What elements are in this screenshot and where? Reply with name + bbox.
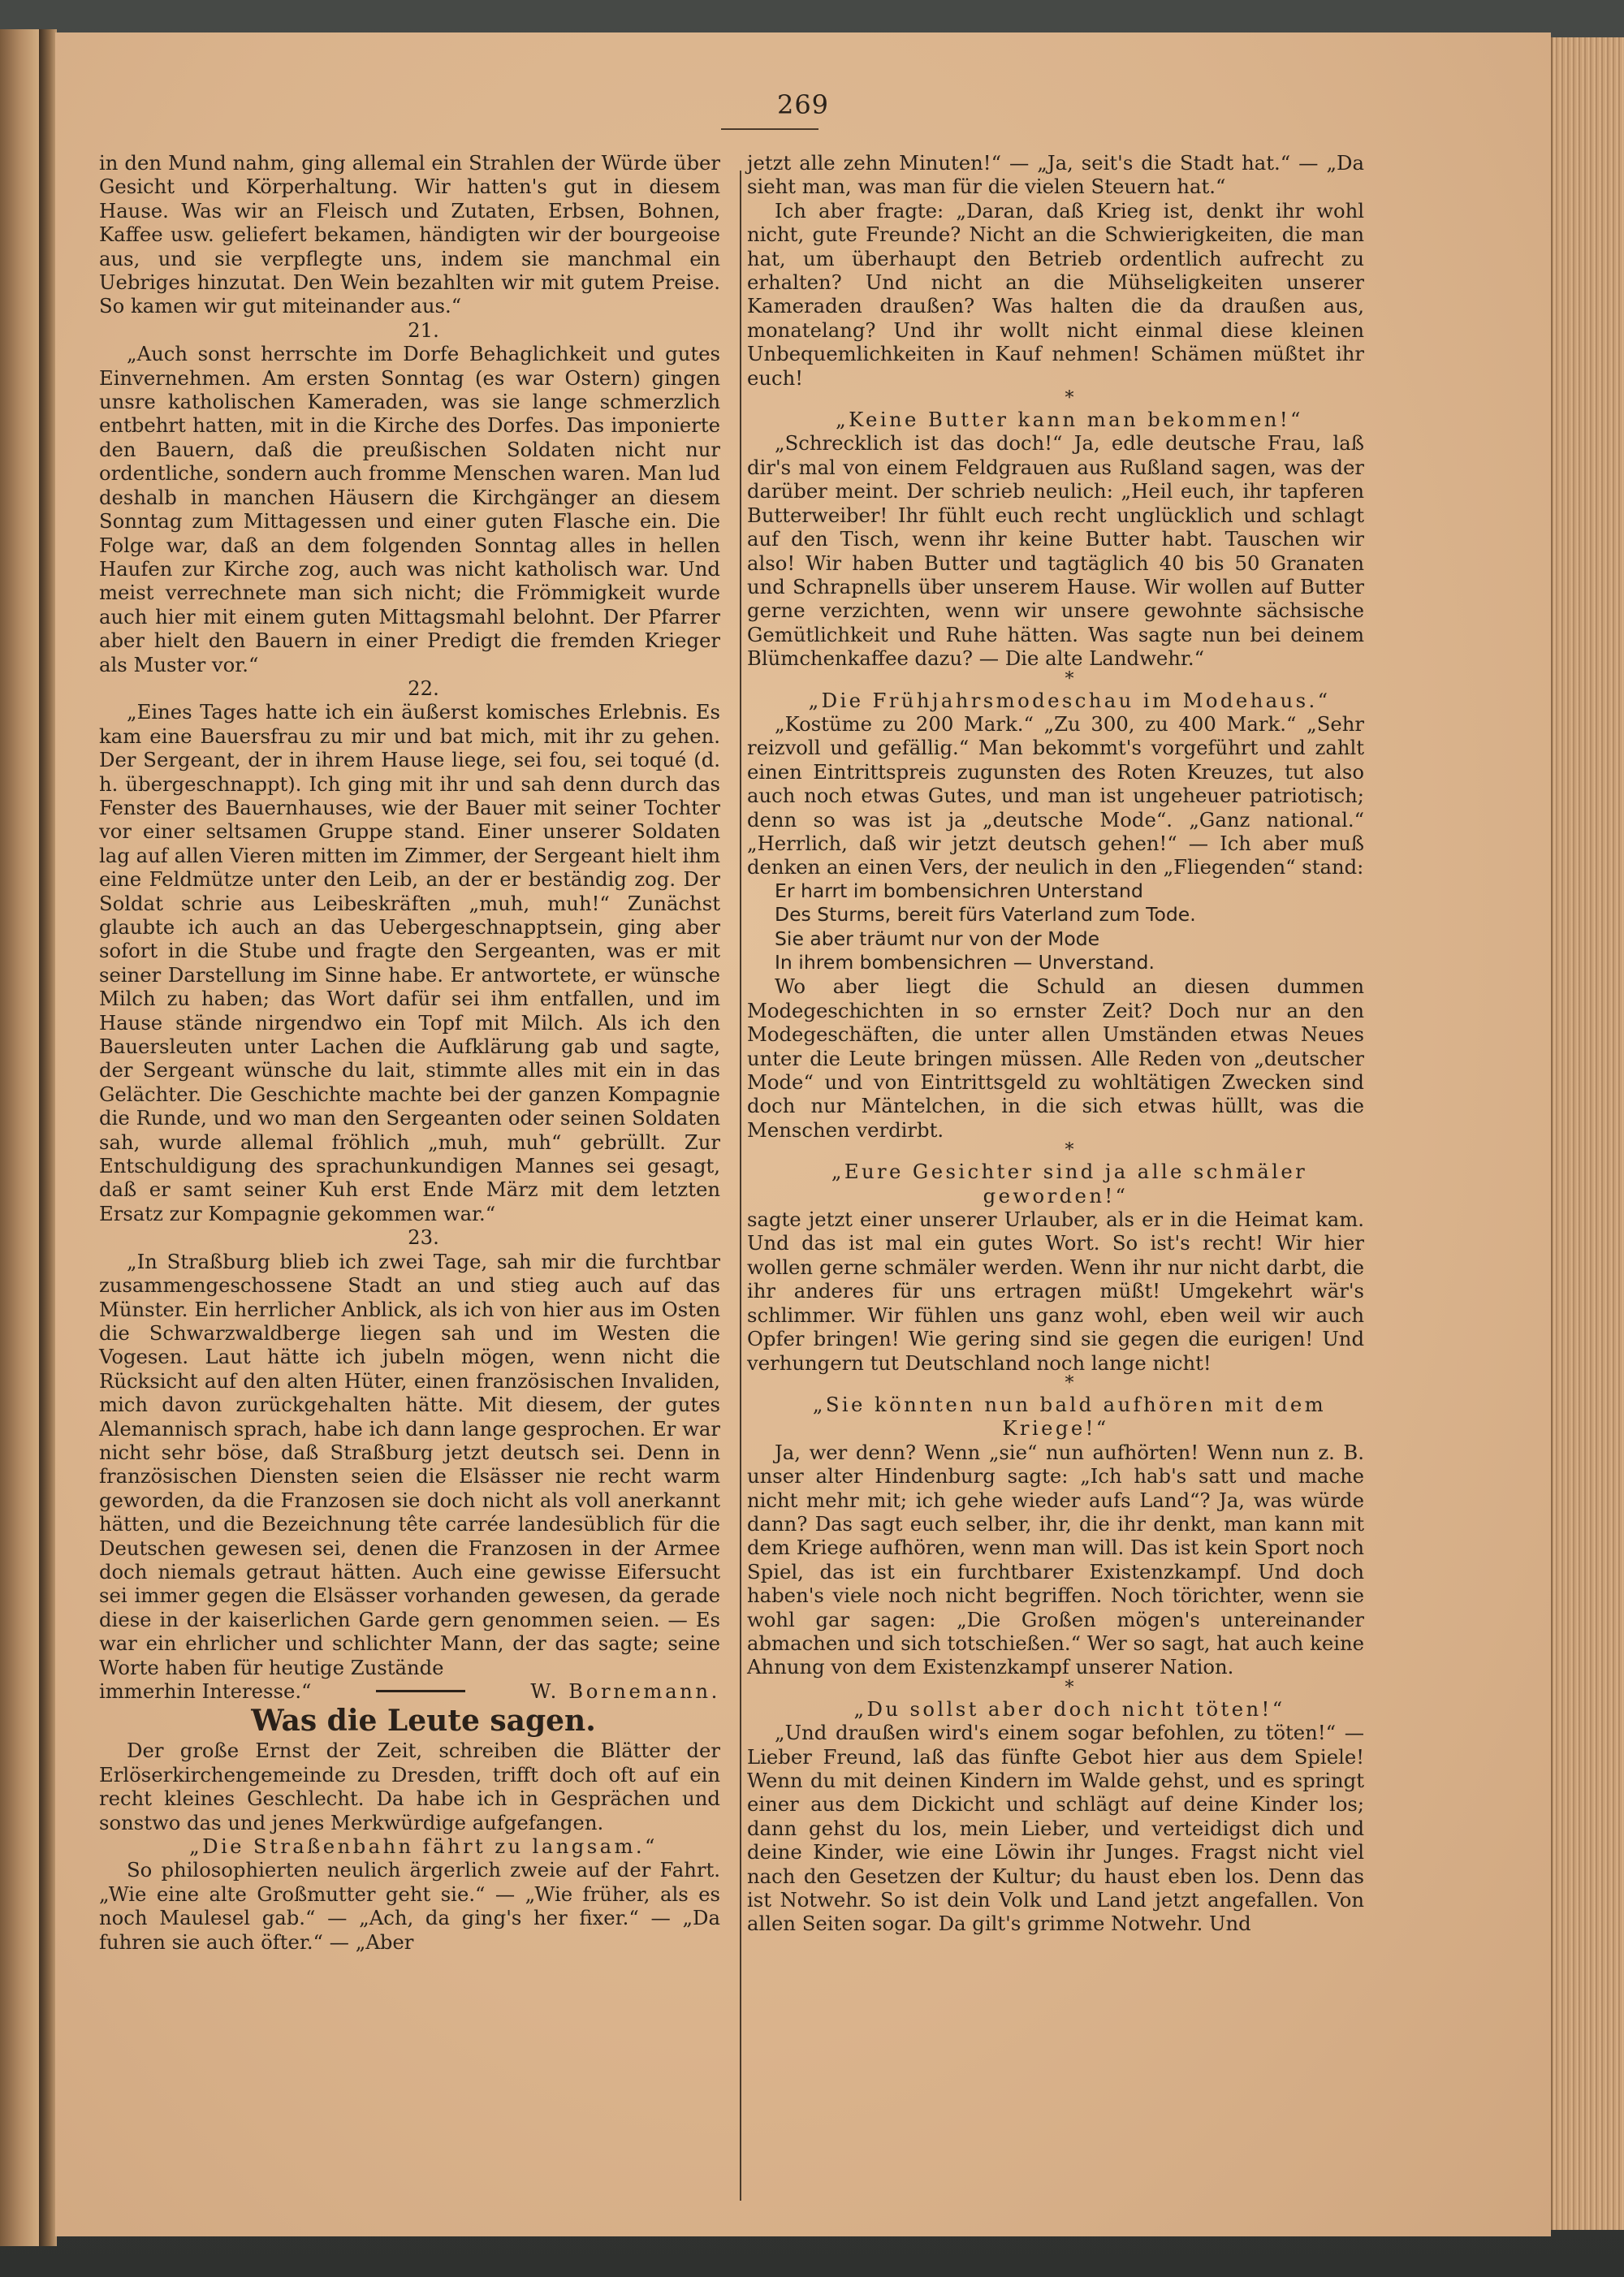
verse-line: Er harrt im bombensichren Unterstand xyxy=(775,879,1143,902)
paragraph: Ich aber fragte: „Daran, daß Krieg ist, denkt ihr wohl nicht, gute Freunde? Nicht an die Schwierigkeiten, die man hat, um überhaupt den Betrieb ordentlich aufrecht zu erhalten? Und nicht an die Mühseligkeiten unserer Kameraden draußen? Was halten die da draußen aus, monatelang? Und ihr wollt nicht einmal diese kleinen Unbequemlichkeiten in Kauf nehmen! Schämen müßtet ihr euch! xyxy=(747,198,1364,390)
separator-star: * xyxy=(1065,1677,1074,1698)
paragraph: „In Straßburg blieb ich zwei Tage, sah mir die furchtbar zusammengeschossene Stadt an und stieg auch auf das Münster. Ein herrlicher Anblick, als ich von hier aus im Osten die Schwarzwaldberge liegen sah und im Westen die Vogesen. Laut hätte ich jubeln mögen, wenn nicht die Rücksicht auf den alten Hüter, einen französischen Invaliden, mich davon zurückgehalten hätte. Mit diesem, der gutes Alemannisch sprach, habe ich dann lange gesprochen. Er war nicht sehr böse, daß Straßburg jetzt deutsch sei. Denn in französischen Diensten seien die Elsässer nie recht warm geworden, da die Franzosen sie doch nicht als voll anerkannt hätten, und die Bezeichnung tête carrée landesüblich für die Deutschen gewesen sei, denen die Franzosen in der Armee doch niemals getraut hätten. Auch eine gewisse Eifersucht sei immer gegen die Elsässer vorhanden gewesen, da gerade diese in der kaiserlichen Garde gern genommen seien. — Es war ein ehrlicher und schlichter Mann, der das sagte; seine Worte haben für heutige Zustände xyxy=(99,1249,720,1679)
separator-star: * xyxy=(1065,668,1074,689)
separator-star: * xyxy=(1065,388,1074,409)
verse-line: In ihrem bombensichren — Unverstand. xyxy=(775,951,1155,974)
quote-heading: „Keine Butter kann man bekommen!“ xyxy=(836,408,1303,432)
paragraph: „Und draußen wird's einem sogar befohlen, zu töten!“ — Lieber Freund, laß das fünfte Gebot hier aus dem Spiele! Wenn du mit deinen Kindern im Walde gehst, und es springt einer aus dem Dickicht und schlägt auf deine Kinder los; dann gehst du los, mein Lieber, und verteidigst dich und deine Kinder, wie eine Löwin ihr Junges. Fragst nicht viel nach den Gesetzen der Kultur; du haust eben los. Denn das ist Notwehr. So ist dein Volk und Land jetzt angefallen. Von allen Seiten sogar. Da gilt's grimme Notwehr. Und xyxy=(747,1721,1364,1936)
quote-heading: „Die Frühjahrsmodeschau im Modehaus.“ xyxy=(808,688,1331,712)
document-page xyxy=(55,32,1551,2236)
quote-heading: „Die Straßenbahn fährt zu langsam.“ xyxy=(189,1834,658,1859)
paragraph: in den Mund nahm, ging allemal ein Strahlen der Würde über Gesicht und Körperhaltung. Wir hatten's gut in diesem Hause. Was wir an Fleisch und Zutaten, Erbsen, Bohnen, Kaffee usw. geliefert bekamen, händigten wir der bourgeoise aus, und sie verpflegte uns, indem sie manchmal ein Uebriges hinzutat. Den Wein bezahlten wir mit gutem Preise. So kamen wir gut miteinander aus.“ xyxy=(99,151,720,318)
paragraph: Der große Ernst der Zeit, schreiben die Blätter der Erlöserkirchengemeinde zu Dresden, trifft doch oft auf ein recht kleines Geschlecht. Da habe ich in Gesprächen und sonstwo das und jenes Merkwürdige aufgefangen. xyxy=(99,1739,720,1834)
quote-heading: „Eure Gesichter sind ja alle schmäler geworden!“ xyxy=(831,1160,1308,1208)
page-number-rule xyxy=(721,128,818,130)
paragraph-end: immerhin Interesse.“ xyxy=(99,1679,312,1703)
quote-heading: „Sie könnten nun bald aufhören mit dem Kriege!“ xyxy=(812,1392,1327,1441)
author-signature: W. Bornemann. xyxy=(530,1679,720,1703)
book-gutter xyxy=(39,29,57,2246)
section-number: 21. xyxy=(408,318,439,342)
previous-page-edge xyxy=(0,29,41,2246)
column-divider xyxy=(740,171,741,2201)
paragraph: jetzt alle zehn Minuten!“ — „Ja, seit's die Stadt hat.“ — „Da sieht man, was man für die vielen Steuern hat.“ xyxy=(747,151,1364,199)
paragraph: „Schrecklich ist das doch!“ Ja, edle deutsche Frau, laß dir's mal von einem Feldgrauen aus Rußland sagen, was der darüber meint. Der schrieb neulich: „Heil euch, ihr tapferen Butterweiber! Ihr fühlt euch recht unglücklich und schlagt auf den Tisch, wenn ihr keine Butter habt. Tauschen wir also! Wir haben Butter und tagtäglich 40 bis 50 Granaten und Schrapnells über unserem Hause. Wir wollen auf Butter gerne verzichten, wenn wir unsere gewohnte sächsische Gemütlichkeit und Ruhe hätten. Was sagte nun bei deinem Blümchenkaffee dazu? — Die alte Landwehr.“ xyxy=(747,431,1364,671)
paragraph: „Kostüme zu 200 Mark.“ „Zu 300, zu 400 Mark.“ „Sehr reizvoll und gefällig.“ Man bekommt's vorgeführt und zahlt einen Eintrittspreis zugunsten des Roten Kreuzes, tut also auch noch etwas Gutes, und man ist ungeheuer patriotisch; denn so was ist ja „deutsche Mode“. „Ganz national.“ „Herrlich, daß wir jetzt deutsch gehen!“ — Ich aber muß denken an einen Vers, der neulich in den „Fliegenden“ stand: xyxy=(747,711,1364,879)
paragraph: sagte jetzt einer unserer Urlauber, als er in die Heimat kam. Und das ist mal ein gutes Wort. So ist's recht! Wir hier wollen gerne schmäler werden. Wenn ihr nur nicht darbt, die ihr anderes für uns ertragen müßt! Umgekehrt wär's schlimmer. Wir fühlen uns ganz wohl, eben weil wir auch Opfer bringen! Wie gering sind sie gegen die eurigen! Und verhungern tut Deutschland noch lange nicht! xyxy=(747,1208,1364,1375)
signature-line xyxy=(99,1679,720,1703)
right-column xyxy=(747,151,1364,1936)
section-number: 22. xyxy=(408,676,439,700)
paragraph: „Auch sonst herrschte im Dorfe Behaglichkeit und gutes Einvernehmen. Am ersten Sonntag (es war Ostern) gingen unsre katholischen Kameraden, was sie lange schmerzlich entbehrt hatten, mit in die Kirche des Dorfes. Das imponierte den Bauern, daß die preußischen Soldaten nicht nur ordentliche, sondern auch fromme Menschen waren. Man lud deshalb in manchen Häusern die Kirchgänger an diesem Sonntag zum Mittagessen und einer guten Flasche ein. Die Folge war, daß an dem folgenden Sonntag alles in hellen Haufen zur Kirche zog, auch was nicht katholisch war. Und meist verrechnete man sich nicht; die Frömmigkeit wurde auch hier mit einem guten Mittagsmahl belohnt. Der Pfarrer aber hielt den Bauern in einer Predigt die fremden Krieger als Muster vor.“ xyxy=(99,342,720,676)
signature-rule xyxy=(376,1690,465,1692)
separator-star: * xyxy=(1065,1372,1074,1393)
paragraph: Ja, wer denn? Wenn „sie“ nun aufhörten! Wenn nun z. B. unser alter Hindenburg sagte: „Ich hab's satt und mache nicht mehr mit; ich gehe wieder aufs Land“? Ja, was würde dann? Das sagt euch selber, ihr, die ihr denkt, man kann mit dem Kriege aufhören, wenn man will. Das ist kein Sport noch Spiel, das ist ein furchtbarer Existenzkampf. Und doch haben's viele noch nicht begriffen. Noch törichter, wenn sie wohl gar sagen: „Die Großen mögen's untereinander abmachen und sich totschießen.“ Wer so sagt, hat auch keine Ahnung von dem Existenzkampf unserer Nation. xyxy=(747,1440,1364,1679)
left-column xyxy=(99,151,720,1954)
paragraph: „Eines Tages hatte ich ein äußerst komisches Erlebnis. Es kam eine Bauersfrau zu mir und bat mich, mit ihr zu gehen. Der Sergeant, der in ihrem Hause liege, sei fou, sei toqué (d. h. übergeschnappt). Ich ging mit ihr und sah denn durch das Fenster des Bauernhauses, wie der Bauer mit seiner Tochter vor einer seltsamen Gruppe stand. Einer unserer Soldaten lag auf allen Vieren mitten im Zimmer, der Sergeant hielt ihm eine Feldmütze unter den Leib, an der er beständig zog. Der Soldat schrie aus Leibeskräften „muh, muh!“ Zunächst glaubte ich auch an das Uebergeschnapptsein, ging aber sofort in die Stube und fragte den Sergeanten, was er mit seiner Darstellung im Sinne habe. Er antwortete, er wünsche Milch zu haben; das Wort dafür sei ihm entfallen, und im Hause stände nirgendwo ein Topf mit Milch. Als ich den Bauersleuten unter Lachen die Aufklärung gab und sagte, der Sergeant wünsche du lait, stimmte alles mit ein in das Gelächter. Die Geschichte machte bei der ganzen Kompagnie die Runde, und wo man den Sergeanten oder seinen Soldaten sah, wurde allemal fröhlich „muh, muh“ gebrüllt. Zur Entschuldigung des sprachunkundigen Mannes sei gesagt, daß er samt seiner Kuh erst Ende März mit dem letzten Ersatz zur Kompagnie gekommen war.“ xyxy=(99,700,720,1225)
page-stack-edge xyxy=(1551,37,1624,2230)
quote-heading: „Du sollst aber doch nicht töten!“ xyxy=(853,1696,1285,1721)
section-number: 23. xyxy=(408,1225,439,1250)
separator-star: * xyxy=(1065,1140,1074,1161)
section-title: Was die Leute sagen. xyxy=(251,1704,596,1739)
page-number: 269 xyxy=(776,89,830,120)
paragraph: So philosophierten neulich ärgerlich zweie auf der Fahrt. „Wie eine alte Großmutter geht sie.“ — „Wie früher, als es noch Maulesel gab.“ — „Ach, da ging's her fixer.“ — „Da fuhren sie auch öfter.“ — „Aber xyxy=(99,1858,720,1954)
verse-line: Des Sturms, bereit fürs Vaterland zum Tode. xyxy=(775,903,1196,927)
paragraph: Wo aber liegt die Schuld an diesen dummen Modegeschichten in so ernster Zeit? Doch nur an den Modegeschäften, die unter allen Umständen etwas Neues unter die Leute bringen müssen. Alle Reden von „deutscher Mode“ und von Eintrittsgeld zu wohltätigen Zwecken sind doch nur Mäntelchen, in die sich etwas hüllt, was die Menschen verdirbt. xyxy=(747,974,1364,1142)
verse-line: Sie aber träumt nur von der Mode xyxy=(775,927,1100,950)
